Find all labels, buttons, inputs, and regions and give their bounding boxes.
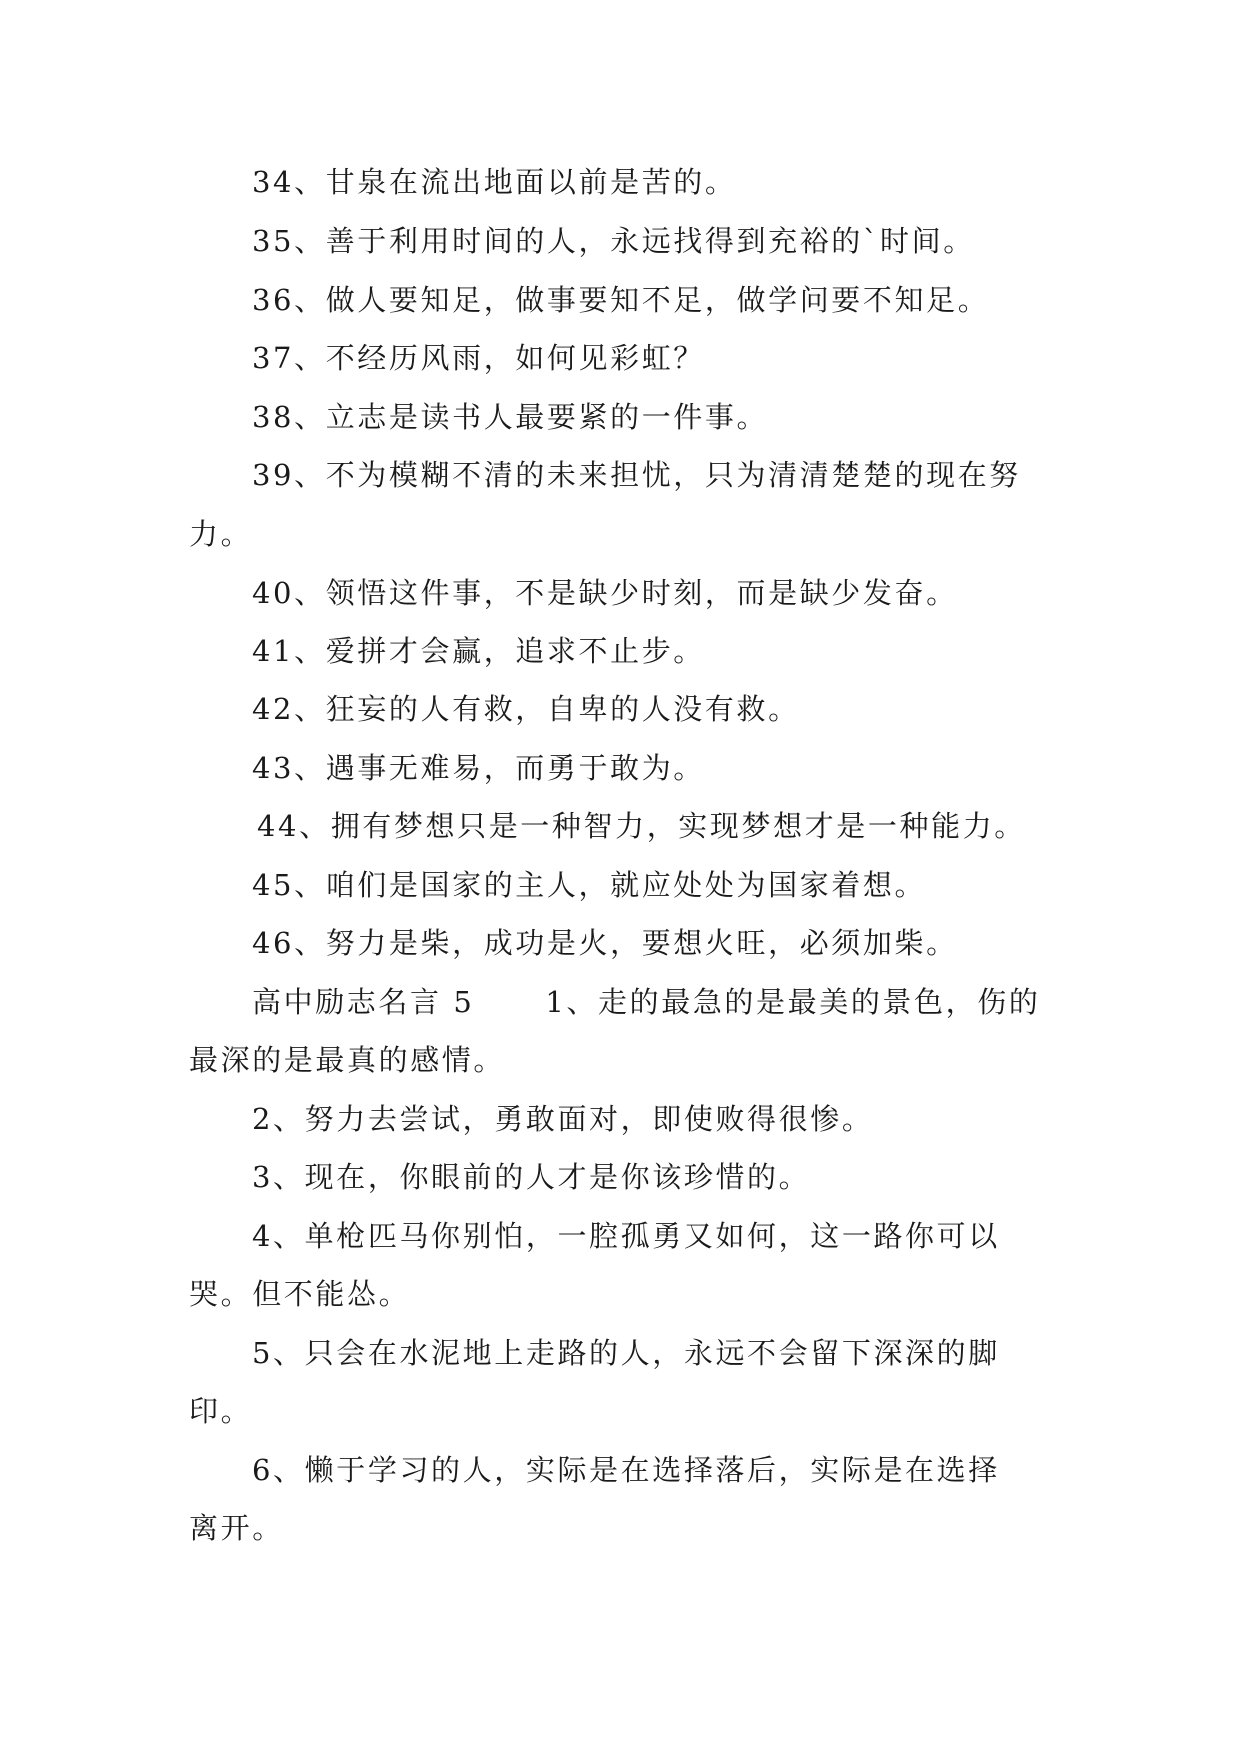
text-line: 45、咱们是国家的主人，就应处处为国家着想。 (252, 868, 927, 902)
text-line: 力。 (189, 517, 253, 551)
text-line: 2、努力去尝试，勇敢面对，即使败得很惨。 (252, 1102, 874, 1136)
text-line: 41、爱拼才会赢，追求不止步。 (252, 634, 705, 668)
text-line: 44、拥有梦想只是一种智力，实现梦想才是一种能力。 (257, 809, 1026, 843)
text-line: 离开。 (189, 1511, 284, 1545)
text-line: 哭。但不能怂。 (189, 1277, 411, 1311)
text-line: 4、单枪匹马你别怕，一腔孤勇又如何，这一路你可以 (252, 1219, 1000, 1253)
text-line: 40、领悟这件事，不是缺少时刻，而是缺少发奋。 (252, 576, 958, 610)
text-line: 3、现在，你眼前的人才是你该珍惜的。 (252, 1160, 811, 1194)
text-line: 36、做人要知足，做事要知不足，做学问要不知足。 (252, 283, 990, 317)
text-line: 5、只会在水泥地上走路的人，永远不会留下深深的脚 (252, 1336, 1000, 1370)
section-heading-line: 高中励志名言 5 1、走的最急的是最美的景色，伤的 (252, 985, 1041, 1019)
text-line: 39、不为模糊不清的未来担忧，只为清清楚楚的现在努 (252, 458, 1021, 492)
text-line: 6、懒于学习的人，实际是在选择落后，实际是在选择 (252, 1453, 1000, 1487)
text-line: 42、狂妄的人有救，自卑的人没有救。 (252, 692, 800, 726)
text-line: 印。 (189, 1394, 253, 1428)
text-line: 46、努力是柴，成功是火，要想火旺，必须加柴。 (252, 926, 958, 960)
text-line: 38、立志是读书人最要紧的一件事。 (252, 400, 769, 434)
text-line: 34、甘泉在流出地面以前是苦的。 (252, 165, 737, 199)
text-line: 最深的是最真的感情。 (189, 1043, 506, 1077)
text-line: 37、不经历风雨，如何见彩虹？ (252, 341, 705, 375)
text-line: 43、遇事无难易，而勇于敢为。 (252, 751, 705, 785)
text-line: 35、善于利用时间的人，永远找得到充裕的`时间。 (252, 224, 975, 258)
